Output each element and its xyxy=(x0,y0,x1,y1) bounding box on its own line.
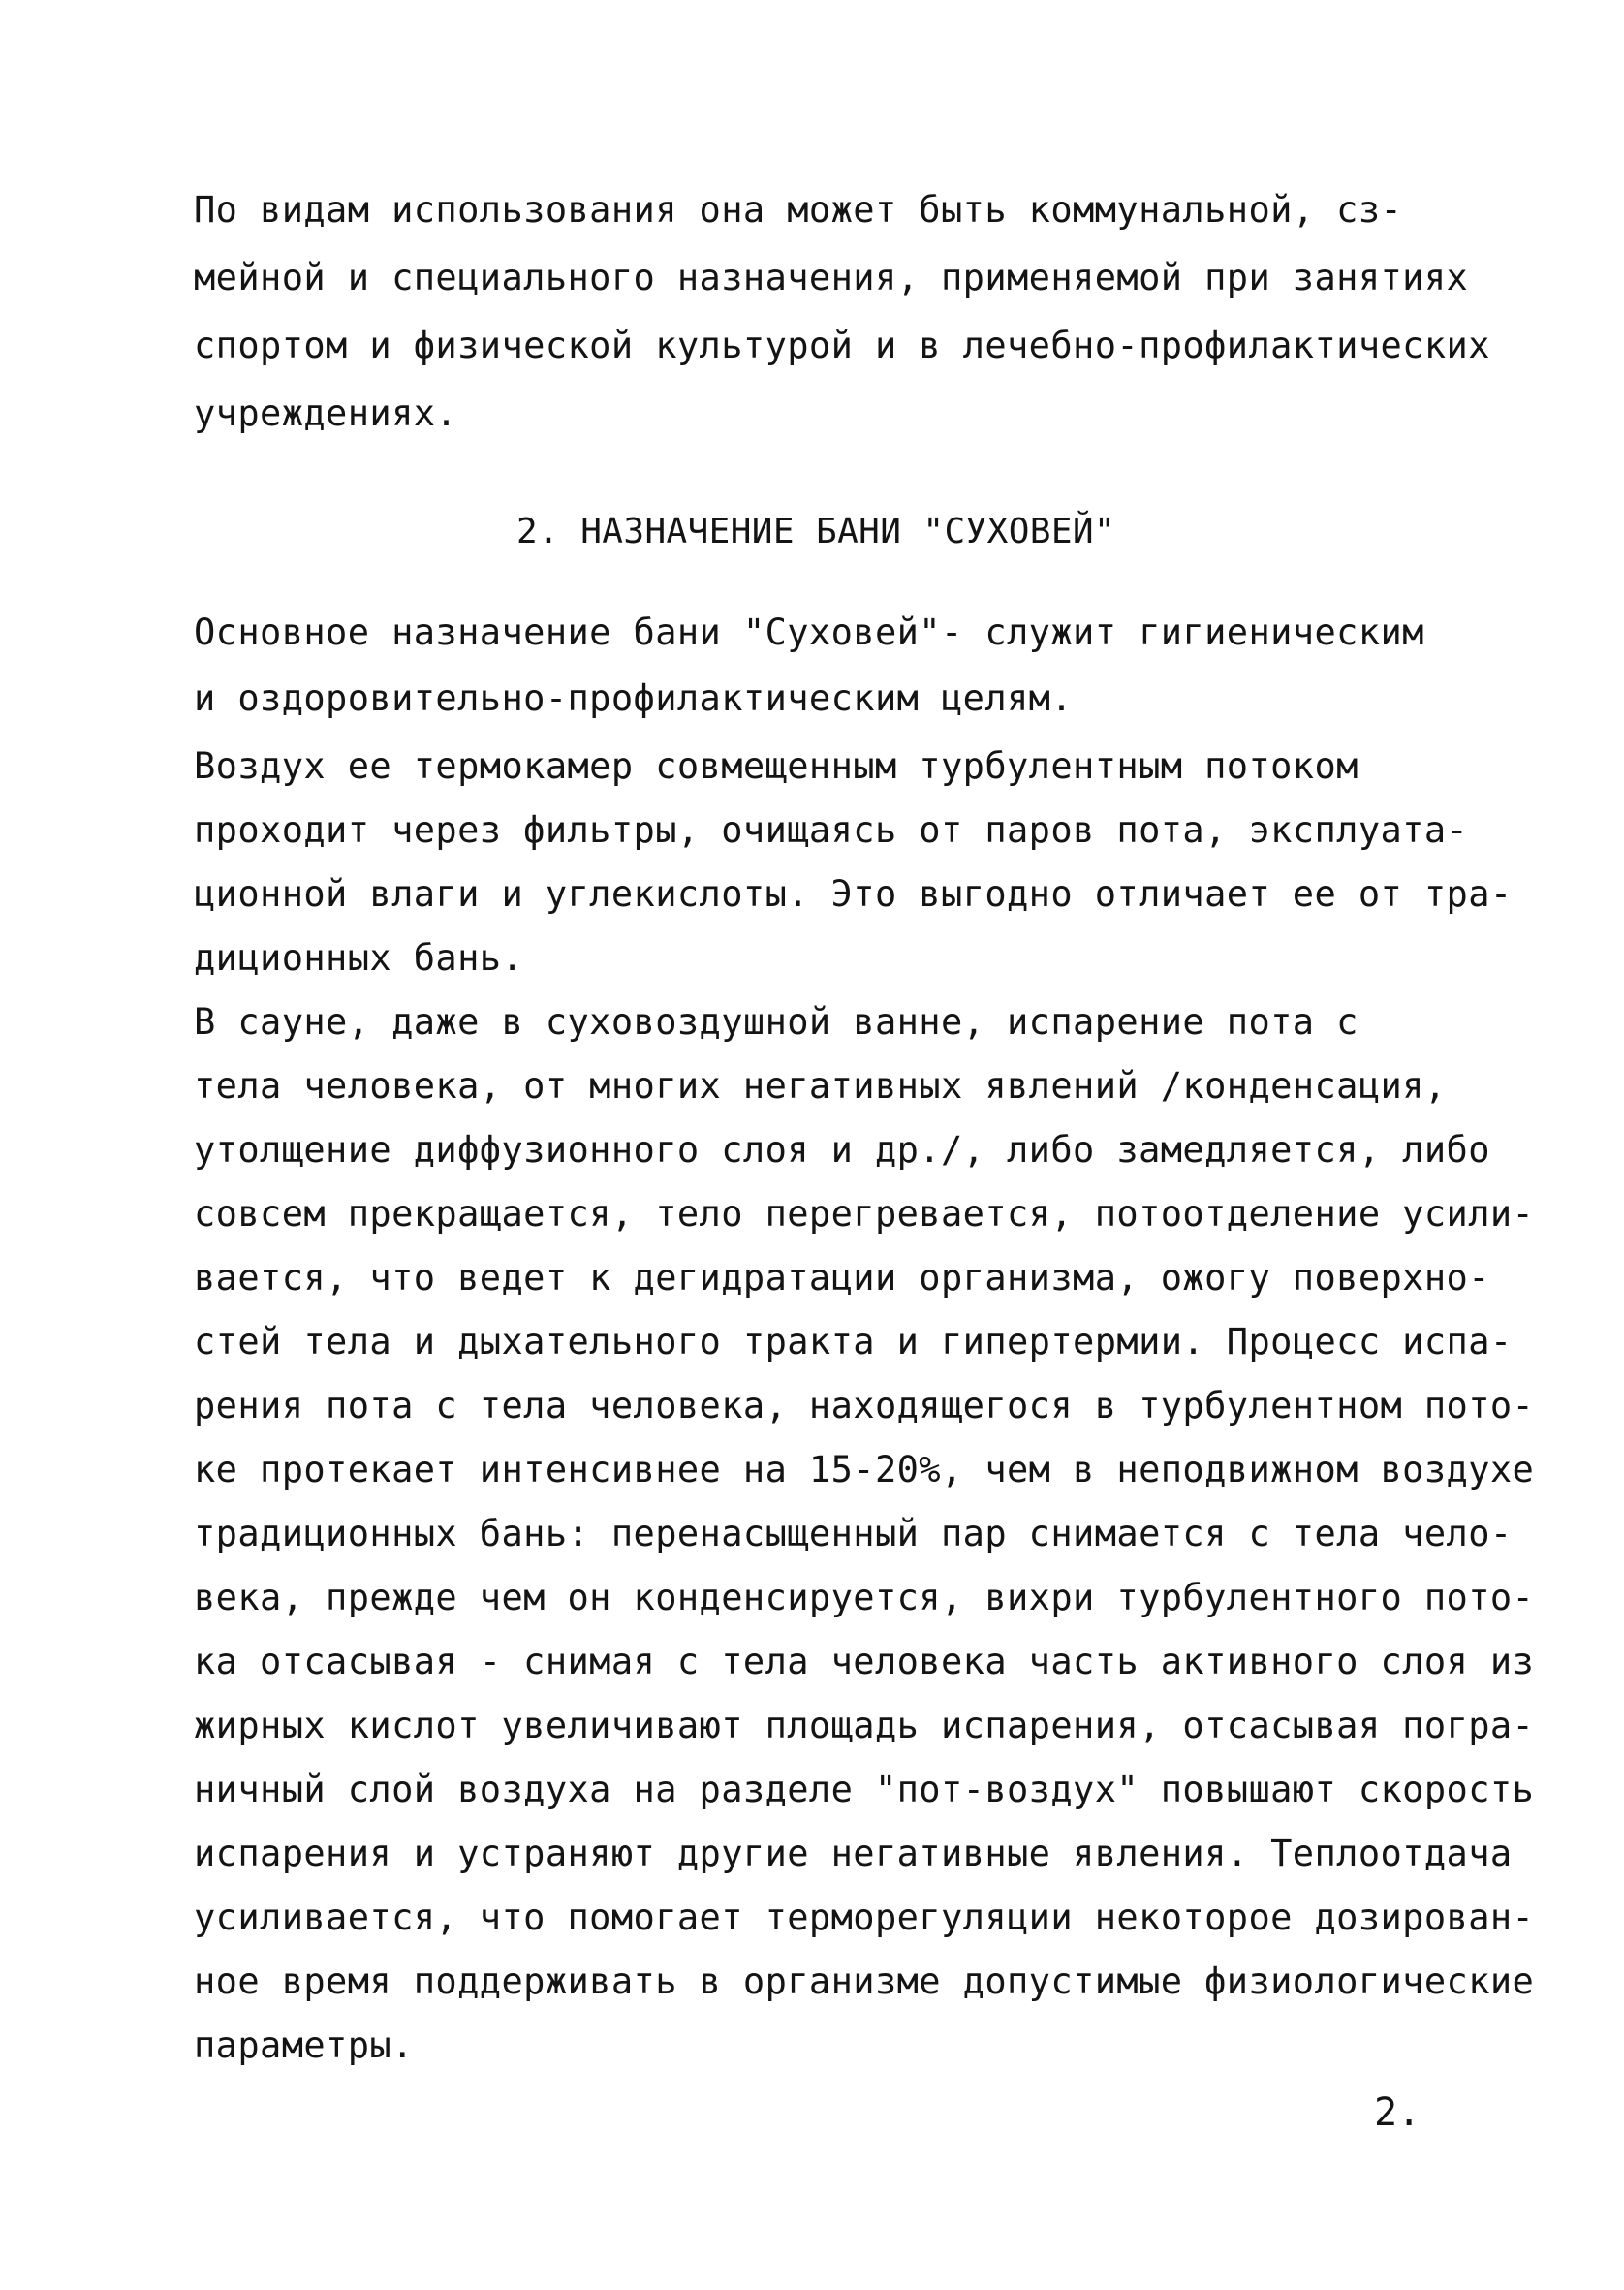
intro-line-4: учреждениях. xyxy=(194,392,458,434)
body-line-10: совсем прекращается, тело перегревается, потоотделение усили- xyxy=(194,1193,1535,1235)
section-heading: 2. НАЗНАЧЕНИЕ БАНИ "СУХОВЕЙ" xyxy=(516,512,1116,551)
intro-line-1: По видам использования она может быть коммунальной, сз- xyxy=(194,189,1403,231)
page-number: 2. xyxy=(1374,2090,1421,2135)
body-line-2: и оздоровительно-профилактическим целям. xyxy=(194,677,1074,719)
body-line-13: рения пота с тела человека, находящегося в турбулентном пото- xyxy=(194,1385,1535,1427)
body-line-9: утолщение диффузионного слоя и др./, либо замедляется, либо xyxy=(194,1129,1490,1171)
body-line-20: испарения и устраняют другие негативные явления. Теплоотдача xyxy=(194,1833,1513,1874)
body-line-6: диционных бань. xyxy=(194,937,524,979)
body-line-17: ка отсасывая - снимая с тела человека часть активного слоя из xyxy=(194,1641,1535,1682)
body-line-5: ционной влаги и углекислоты. Это выгодно отличает ее от тра- xyxy=(194,873,1513,915)
body-line-23: параметры. xyxy=(194,2024,414,2066)
body-line-7: В сауне, даже в суховоздушной ванне, испарение пота с xyxy=(194,1001,1359,1043)
intro-line-3: спортом и физической культурой и в лечебно-профилактических xyxy=(194,325,1490,366)
body-line-22: ное время поддерживать в организме допустимые физиологические xyxy=(194,1961,1535,2002)
body-line-18: жирных кислот увеличивают площадь испарения, отсасывая погра- xyxy=(194,1705,1535,1746)
body-line-8: тела человека, от многих негативных явлений /конденсация, xyxy=(194,1065,1447,1107)
body-line-11: вается, что ведет к дегидратации организма, ожогу поверхно- xyxy=(194,1257,1490,1299)
body-line-3: Воздух ее термокамер совмещенным турбулентным потоком xyxy=(194,745,1359,787)
body-line-21: усиливается, что помогает терморегуляции некоторое дозирован- xyxy=(194,1897,1535,1938)
body-line-16: века, прежде чем он конденсируется, вихри турбулентного пото- xyxy=(194,1577,1535,1618)
body-line-12: стей тела и дыхательного тракта и гипертермии. Процесс испа- xyxy=(194,1321,1513,1363)
body-line-1: Основное назначение бани "Суховей"- служит гигиеническим xyxy=(194,612,1424,653)
intro-line-2: мейной и специального назначения, применяемой при занятиях xyxy=(194,257,1469,298)
body-line-19: ничный слой воздуха на разделе "пот-воздух" повышают скорость xyxy=(194,1769,1535,1810)
body-line-14: ке протекает интенсивнее на 15-20%, чем в неподвижном воздухе xyxy=(194,1449,1535,1490)
body-line-4: проходит через фильтры, очищаясь от паров пота, эксплуата- xyxy=(194,809,1469,851)
body-line-15: традиционных бань: перенасыщенный пар снимается с тела чело- xyxy=(194,1513,1513,1554)
